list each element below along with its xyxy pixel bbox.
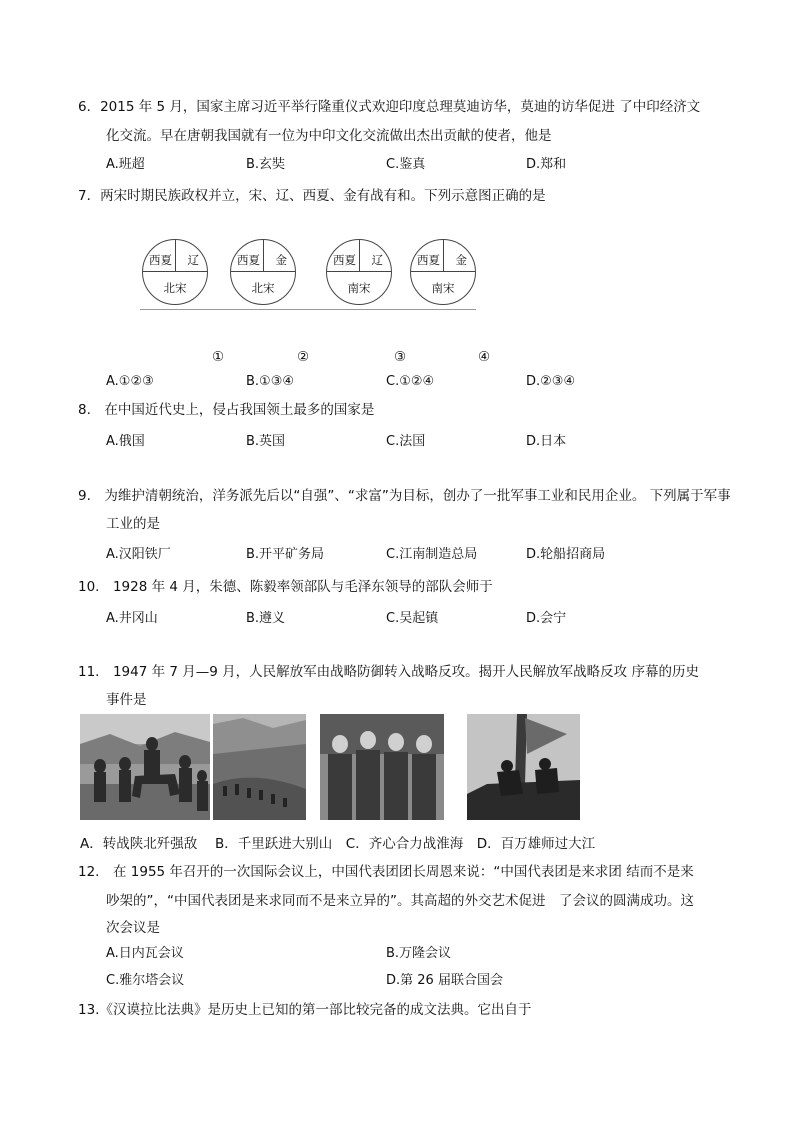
q12-line2: 吵架的”，“中国代表团是来求同而不是来立异的”。其高超的外交艺术促进 了会议的圆满成功。这 (106, 893, 694, 909)
q12-option-d[interactable]: D.第 26 届联合国会 (386, 973, 503, 988)
q12-option-b[interactable]: B.万隆会议 (386, 946, 452, 961)
q9-line2: 工业的是 (106, 516, 160, 532)
diagram-3 (326, 239, 392, 305)
diagram-number-1: ① (212, 349, 225, 365)
diagram-2-tl: 西夏 (237, 253, 260, 267)
q6-option-a[interactable]: A.班超 (106, 157, 145, 172)
q9-option-b[interactable]: B.开平矿务局 (246, 547, 325, 562)
q10-option-c[interactable]: C.吴起镇 (386, 611, 439, 626)
q8-option-d[interactable]: D.日本 (526, 434, 567, 449)
q6-line1: 6．2015 年 5 月，国家主席习近平举行隆重仪式欢迎印度总理莫迪访华，莫迪的访华促进 了中印经济文 (78, 99, 701, 115)
diagram-3-bottom: 南宋 (347, 281, 371, 295)
q7-option-d[interactable]: D.②③④ (526, 374, 576, 389)
diagram-4-bottom: 南宋 (431, 281, 455, 295)
q11-line1: 11. 1947 年 7 月—9 月，人民解放军由战略防御转入战略反攻。揭开人民解放军战略反攻 序幕的历史 (78, 664, 699, 680)
q6-option-b[interactable]: B.玄奘 (246, 157, 286, 172)
diagram-number-4: ④ (478, 349, 491, 365)
photo-huaihai-commanders (320, 714, 444, 820)
diagram-3-tr: 辽 (371, 253, 383, 267)
q7-text: 7．两宋时期民族政权并立，宋、辽、西夏、金有战有和。下列示意图正确的是 (78, 188, 546, 204)
diagram-3-tl: 西夏 (333, 253, 356, 267)
q11-line2: 事件是 (106, 692, 147, 708)
q11-options[interactable]: A．转战陕北歼强敌 B．千里跃进大别山 C．齐心合力战淮海 D．百万雄师过大江 (80, 836, 596, 852)
photo-crossing-yangtze (467, 714, 580, 820)
diagram-1 (142, 239, 208, 305)
q6-option-c[interactable]: C.鉴真 (386, 157, 426, 172)
photo-northern-shaanxi (80, 714, 210, 820)
q12-line1: 12. 在 1955 年召开的一次国际会议上，中国代表团团长周恩来说：“中国代表团是来求团 结而不是来 (78, 864, 694, 880)
q8-option-c[interactable]: C.法国 (386, 434, 426, 449)
q12-option-c[interactable]: C.雅尔塔会议 (106, 973, 185, 988)
q6-line2: 化交流。早在唐朝我国就有一位为中印文化交流做出杰出贡献的使者，他是 (106, 128, 552, 144)
diagram-baseline (140, 309, 476, 310)
q9-line1: 9. 为维护清朝统治，洋务派先后以“自强”、“求富”为目标，创办了一批军事工业和民用企业。 下列属于军事 (78, 488, 731, 504)
diagram-number-3: ③ (394, 349, 407, 365)
q9-option-c[interactable]: C.江南制造总局 (386, 547, 478, 562)
q7-option-a[interactable]: A.①②③ (106, 374, 154, 389)
diagram-2-bottom: 北宋 (251, 281, 275, 295)
diagram-2-tr: 金 (275, 253, 287, 267)
q9-option-d[interactable]: D.轮船招商局 (526, 547, 606, 562)
q7-option-b[interactable]: B.①③④ (246, 374, 295, 389)
q8-text: 8. 在中国近代史上，侵占我国领土最多的国家是 (78, 402, 375, 418)
diagram-4 (410, 239, 476, 305)
q10-option-d[interactable]: D.会宁 (526, 611, 567, 626)
q10-option-a[interactable]: A.井冈山 (106, 611, 158, 626)
diagram-number-2: ② (297, 349, 310, 365)
diagram-1-tr: 辽 (187, 253, 199, 267)
diagram-4-tl: 西夏 (417, 253, 440, 267)
q7-option-c[interactable]: C.①②④ (386, 374, 435, 389)
q12-line3: 次会议是 (106, 920, 160, 936)
diagram-1-tl: 西夏 (149, 253, 172, 267)
diagram-1-bottom: 北宋 (163, 281, 187, 295)
q6-option-d[interactable]: D.郑和 (526, 157, 567, 172)
photo-dabie-mountains (213, 714, 306, 820)
q8-option-a[interactable]: A.俄国 (106, 434, 145, 449)
diagram-4-tr: 金 (455, 253, 467, 267)
q12-option-a[interactable]: A.日内瓦会议 (106, 946, 184, 961)
q9-option-a[interactable]: A.汉阳铁厂 (106, 547, 171, 562)
diagram-2 (230, 239, 296, 305)
q10-text: 10. 1928 年 4 月，朱德、陈毅率领部队与毛泽东领导的部队会师于 (78, 579, 493, 595)
q8-option-b[interactable]: B.英国 (246, 434, 286, 449)
q13-text: 13.《汉谟拉比法典》是历史上已知的第一部比较完备的成文法典。它出自于 (78, 1002, 532, 1018)
q10-option-b[interactable]: B.遵义 (246, 611, 286, 626)
